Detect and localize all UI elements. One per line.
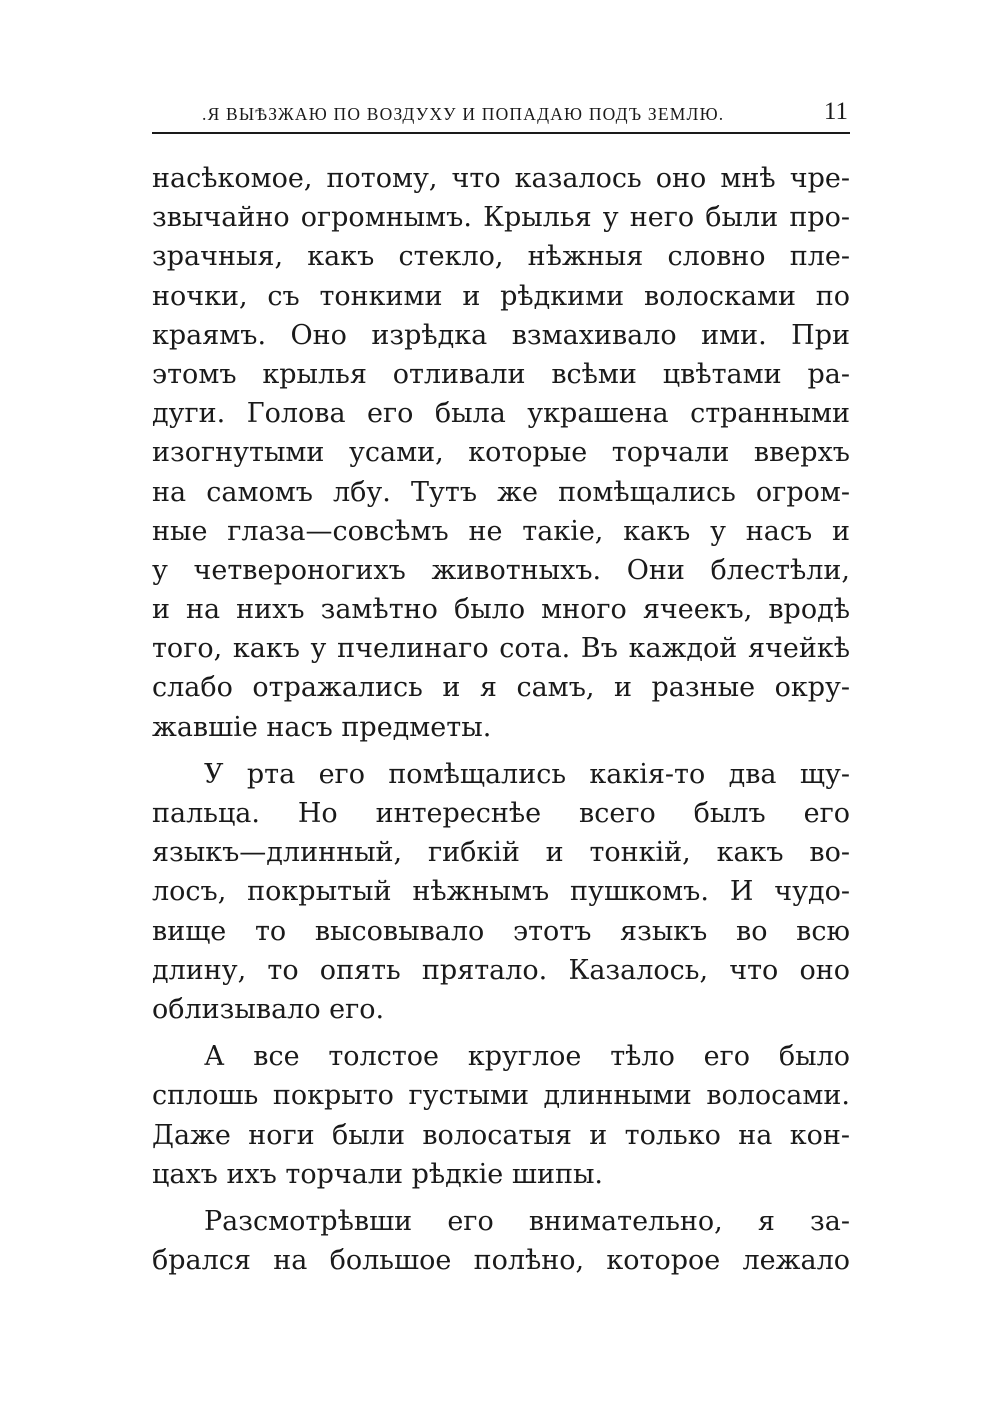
text-line: Даже ноги были волосатыя и только на кон- (152, 1119, 850, 1151)
text-line: этомъ крылья отливали всѣми цвѣтами ра- (152, 358, 850, 390)
text-line: пальца. Но интереснѣе всего былъ его (152, 798, 850, 829)
paragraph-2 (152, 755, 850, 1029)
text-line: Разсмотрѣвши его внимательно, я за- (204, 1205, 850, 1237)
paragraph-gap (152, 747, 850, 755)
text-line: сплошь покрыто густыми длинными волосами. (152, 1080, 850, 1112)
text-line: на самомъ лбу. Тутъ же помѣщались огром- (152, 476, 850, 508)
running-title: .Я ВЫѢЗЖАЮ ПО ВОЗДУХУ И ПОПАДАЮ ПОДЪ ЗЕМЛЮ. (202, 104, 725, 124)
text-line: ночки, съ тонкими и рѣдкими волосками по (152, 280, 850, 312)
paragraph-4 (152, 1202, 850, 1280)
text-line: облизывало его. (152, 993, 385, 1025)
paragraph-gap (152, 1029, 850, 1037)
text-line: слабо отражались и я самъ, и разные окру- (152, 672, 850, 704)
text-line: и на нихъ замѣтно было много ячеекъ, вродѣ (152, 594, 850, 626)
text-line: краямъ. Оно изрѣдка взмахивало ими. При (152, 319, 850, 351)
text-line: брался на большое полѣно, которое лежало (152, 1245, 850, 1277)
page-number: 11 (823, 98, 848, 125)
text-line: дуги. Голова его была украшена странными (152, 398, 850, 430)
text-line: у четвероногихъ животныхъ. Они блестѣли, (152, 554, 850, 586)
text-line: длину, то опять прятало. Казалось, что оно (152, 954, 850, 986)
text-line: звычайно огромнымъ. Крылья у него были про- (152, 202, 850, 234)
paragraph-gap (152, 1194, 850, 1202)
text-line: зрачныя, какъ стекло, нѣжныя словно пле- (152, 241, 850, 273)
text-line: языкъ—длинный, гибкій и тонкій, какъ во- (152, 837, 850, 869)
text-line: жавшіе насъ предметы. (152, 711, 492, 743)
text-line: того, какъ у пчелинаго сота. Въ каждой ячейкѣ (152, 633, 850, 665)
text-line: вище то высовывало этотъ языкъ во всю (152, 915, 850, 947)
text-line: ные глаза—совсѣмъ не такіе, какъ у насъ и (152, 515, 850, 547)
running-head (152, 98, 850, 134)
text-line: насѣкомое, потому, что казалось оно мнѣ чре- (152, 163, 850, 194)
text-line: лосъ, покрытый нѣжнымъ пушкомъ. И чудо- (152, 876, 850, 908)
paragraph-3 (152, 1037, 850, 1194)
text-line: А все толстое круглое тѣло его было (204, 1041, 850, 1073)
text-line: цахъ ихъ торчали рѣдкіе шипы. (152, 1158, 604, 1190)
text-line: У рта его помѣщались какія-то два щу- (204, 758, 850, 790)
text-line: изогнутыми усами, которые торчали вверхъ (152, 437, 850, 469)
paragraph-1 (152, 159, 850, 747)
body-text (152, 159, 850, 1280)
